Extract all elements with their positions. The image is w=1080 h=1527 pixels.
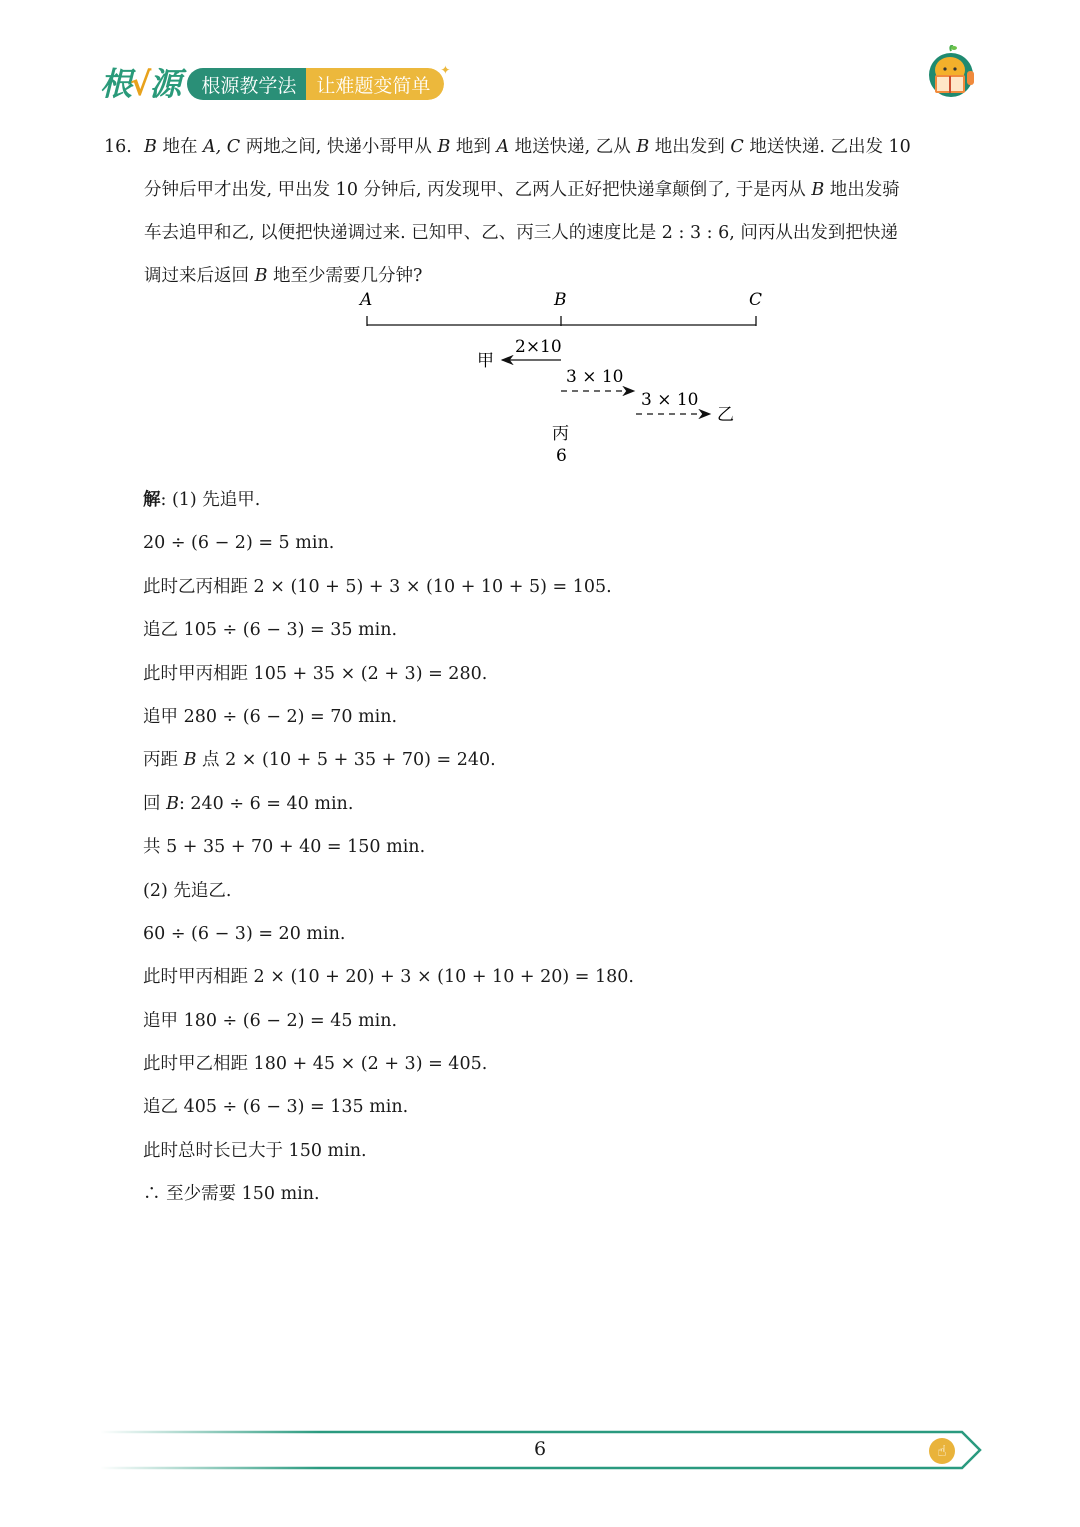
yi-distance-label-2: 3 × 10	[641, 390, 699, 410]
solution-line: 60 ÷ (6 − 3) = 20 min.	[143, 923, 346, 944]
solution-line: (2) 先追乙.	[143, 880, 232, 901]
solution-line: 追乙 405 ÷ (6 − 3) = 135 min.	[143, 1097, 409, 1118]
problem-number: 16.	[104, 137, 132, 157]
solution-line: 追甲 180 ÷ (6 − 2) = 45 min.	[143, 1010, 398, 1031]
brand-logo	[100, 62, 179, 106]
problem-16	[104, 126, 984, 298]
point-c-label: C	[749, 290, 763, 310]
sparkle-icon: ✦	[440, 63, 451, 77]
solution-line: 此时甲丙相距 105 + 35 × (2 + 3) = 280.	[143, 663, 488, 684]
problem-statement	[144, 126, 984, 298]
point-a-label: A	[360, 290, 373, 310]
problem-line: B 地在 A, C 两地之间, 快递小哥甲从 B 地到 A 地送快递, 乙从 B 地出发到 C 地送快递. 乙出发 10	[144, 137, 911, 157]
solution	[143, 482, 943, 1220]
point-b-label: B	[554, 290, 567, 310]
page-footer	[100, 1428, 985, 1472]
problem-line: 车去追甲和乙, 以便把快递调过来. 已知甲、乙、丙三人的速度比是 2 : 3 : 6, 问丙从出发到把快递	[144, 223, 898, 243]
solution-line: 回 B: 240 ÷ 6 = 40 min.	[143, 793, 354, 814]
page-header	[100, 62, 454, 106]
bing-speed-label: 6	[556, 446, 567, 466]
solution-line: 共 5 + 35 + 70 + 40 = 150 min.	[143, 837, 426, 858]
problem-line: 调过来后返回 B 地至少需要几分钟?	[144, 266, 423, 286]
solution-line: 解: (1) 先追甲.	[143, 490, 261, 510]
yi-label: 乙	[717, 405, 734, 425]
solution-line: 追甲 280 ÷ (6 − 2) = 70 min.	[143, 706, 398, 727]
slogan-banner	[187, 68, 444, 100]
solution-line: 此时甲丙相距 2 × (10 + 20) + 3 × (10 + 10 + 20) = 180.	[143, 967, 634, 988]
slogan-method: 根源教学法	[187, 68, 306, 100]
mascot-reading-icon	[922, 45, 980, 103]
motion-diagram	[340, 285, 780, 470]
solution-line: ∴ 至少需要 150 min.	[143, 1184, 320, 1205]
solution-line: 丙距 B 点 2 × (10 + 5 + 35 + 70) = 240.	[143, 750, 496, 771]
solution-line: 追乙 105 ÷ (6 − 3) = 35 min.	[143, 620, 398, 641]
solution-label: 解	[143, 490, 161, 510]
page-number: 6	[533, 1438, 547, 1460]
bing-label: 丙	[552, 424, 569, 444]
hand-pointer-icon: ☝	[929, 1438, 955, 1464]
solution-line: 此时总时长已大于 150 min.	[143, 1140, 367, 1161]
logo-text: 根√源	[100, 65, 180, 103]
jia-distance-label: 2×10	[515, 337, 562, 357]
solution-line: 此时乙丙相距 2 × (10 + 5) + 3 × (10 + 10 + 5) = 105.	[143, 576, 612, 597]
jia-label: 甲	[477, 351, 494, 371]
yi-distance-label-1: 3 × 10	[566, 367, 624, 387]
slogan-tagline: 让难题变简单	[306, 68, 444, 100]
solution-line: 20 ÷ (6 − 2) = 5 min.	[143, 533, 335, 554]
problem-line: 分钟后甲才出发, 甲出发 10 分钟后, 丙发现甲、乙两人正好把快递拿颠倒了, 于是丙从 B 地出发骑	[144, 180, 900, 200]
solution-line: 此时甲乙相距 180 + 45 × (2 + 3) = 405.	[143, 1054, 488, 1075]
